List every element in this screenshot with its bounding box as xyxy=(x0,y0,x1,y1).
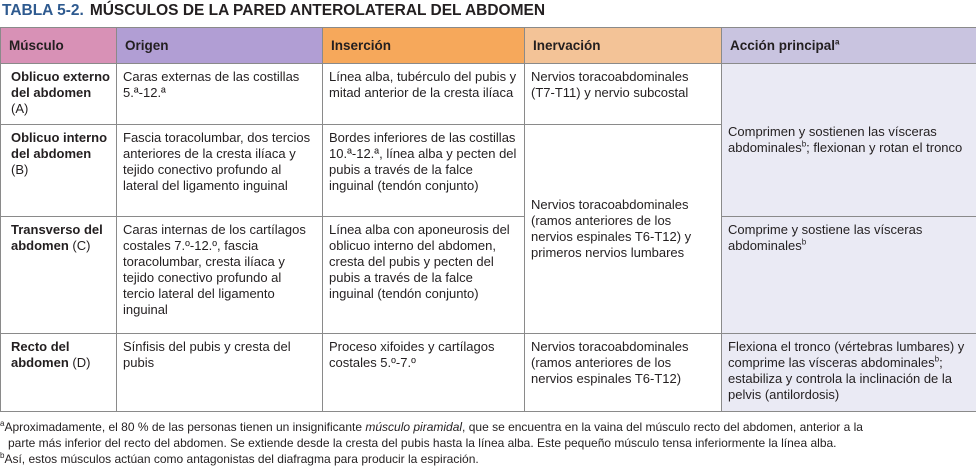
table-row xyxy=(1,216,976,333)
accion-text: Flexiona el tronco (vértebras lumbares) y comprime las vísceras abdominales xyxy=(728,338,965,370)
cell-inervacion: Nervios toracoabdominales (T7-T11) y nervio subcostal xyxy=(525,64,722,124)
footnote-b-text: Así, estos músculos actúan como antagonistas del diafragma para producir la espiración. xyxy=(4,452,479,466)
footnote-a-mark: a xyxy=(0,419,5,428)
muscle-name: Transverso del abdomen xyxy=(11,221,103,253)
table-row xyxy=(1,64,976,124)
table-title-text: MÚSCULOS DE LA PARED ANTEROLATERAL DEL ABDOMEN xyxy=(89,2,546,19)
muscles-table xyxy=(0,27,976,412)
cell-insercion: Proceso xifoides y cartílagos costales 5.º-7.º xyxy=(323,333,525,411)
footnote-a-text-cont: , que se encuentra en la vaina del músculo recto del abdomen, anterior a la xyxy=(462,420,863,434)
footnote-a-italic: músculo piramidal xyxy=(365,420,463,434)
table-row xyxy=(1,333,976,411)
muscle-name: Recto del abdomen xyxy=(11,338,70,370)
cell-origen: Caras externas de las costillas 5.ª-12.ª xyxy=(117,64,323,124)
cell-insercion: Bordes inferiores de las costillas 10.ª-12.ª, línea alba y pecten del pubis a través de la falce inguinal (tendón conjunto) xyxy=(323,124,525,216)
header-insercion: Inserción xyxy=(323,28,525,64)
footnotes xyxy=(0,419,976,467)
muscle-name: Oblicuo interno del abdomen xyxy=(11,129,108,161)
cell-inervacion: Nervios toracoabdominales (ramos anteriores de los nervios espinales T6-T12) xyxy=(525,333,722,411)
footnote-b-mark: b xyxy=(0,451,5,460)
cell-origen: Sínfisis del pubis y cresta del pubis xyxy=(117,333,323,411)
cell-insercion: Línea alba con aponeurosis del oblicuo interno del abdomen, cresta del pubis y pecten del pubis a través de la falce inguinal (tendón conjunto) xyxy=(323,216,525,333)
cell-musculo xyxy=(1,216,117,333)
cell-accion xyxy=(722,333,976,411)
cell-inervacion-merged: Nervios toracoabdominales (ramos anteriores de los nervios espinales T6-T12) y primeros nervios lumbares xyxy=(525,124,722,333)
accion-text: Comprimen y sostienen las vísceras abdominales xyxy=(728,124,937,156)
header-musculo: Músculo xyxy=(1,28,117,64)
accion-text: Comprime y sostiene las vísceras abdominales xyxy=(728,221,923,253)
cell-accion xyxy=(722,216,976,333)
header-origen: Origen xyxy=(117,28,323,64)
muscle-letter: (D) xyxy=(68,354,91,370)
table-title xyxy=(2,1,545,23)
header-inervacion: Inervación xyxy=(525,28,722,64)
header-accion-label: Acción principal xyxy=(730,37,836,53)
table-header-row xyxy=(1,28,976,64)
cell-musculo xyxy=(1,64,117,124)
footnote-b xyxy=(0,451,976,467)
footnote-a-text: Aproximadamente, el 80 % de las personas tienen un insignificante xyxy=(4,420,366,434)
footnote-mark: b xyxy=(801,237,807,247)
accion-text-cont: ; flexionan y rotan el tronco xyxy=(806,140,963,156)
cell-origen: Fascia toracolumbar, dos tercios anteriores de la cresta ilíaca y tejido conectivo profundo al lateral del ligamento inguinal xyxy=(117,124,323,216)
footnote-mark: b xyxy=(934,354,940,364)
table-number: TABLA 5-2. xyxy=(2,2,84,19)
cell-musculo xyxy=(1,333,117,411)
cell-insercion: Línea alba, tubérculo del pubis y mitad anterior de la cresta ilíaca xyxy=(323,64,525,124)
footnote-a xyxy=(0,419,976,435)
cell-musculo xyxy=(1,124,117,216)
cell-origen: Caras internas de los cartílagos costales 7.º-12.º, fascia toracolumbar, cresta ilíaca y tejido conectivo profundo al tercio lateral del ligamento inguinal xyxy=(117,216,323,333)
header-accion xyxy=(722,28,976,64)
muscle-letter: (C) xyxy=(68,237,91,253)
cell-accion-merged xyxy=(722,64,976,217)
footnote-mark: b xyxy=(801,139,807,149)
muscle-letter: (B) xyxy=(11,161,29,177)
muscle-letter: (A) xyxy=(11,101,29,117)
footnote-a-line2: parte más inferior del recto del abdomen. Se extiende desde la cresta del pubis hasta la línea alba. Este pequeño músculo tensa inferiormente la línea alba. xyxy=(8,436,837,450)
accion-text-cont: ; estabiliza y controla la inclinación de la pelvis (antilordosis) xyxy=(728,354,953,402)
header-accion-footnote: a xyxy=(835,37,840,47)
muscle-name: Oblicuo externo del abdomen xyxy=(11,69,110,101)
